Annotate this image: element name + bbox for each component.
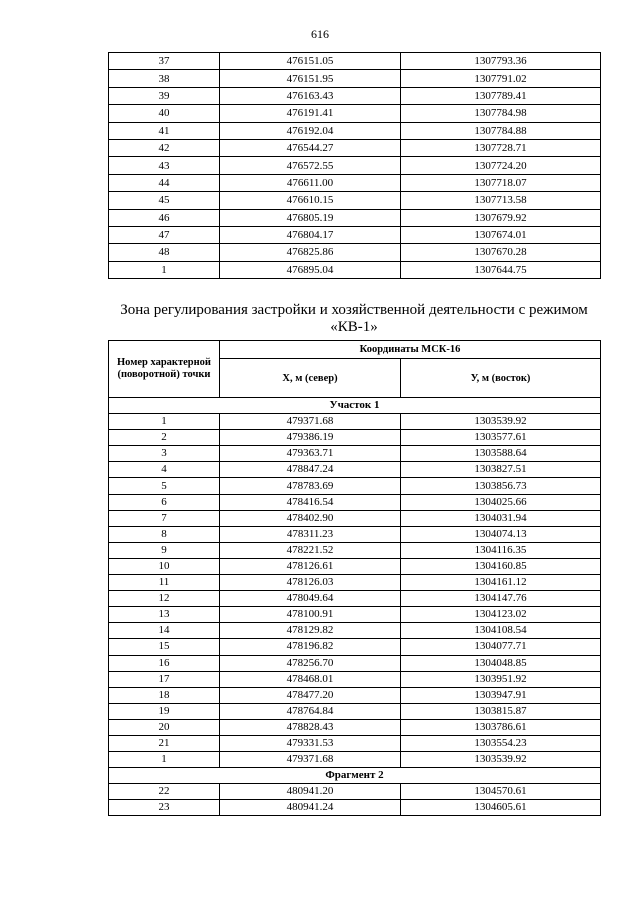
x-coordinate-cell: 476805.19 [220, 209, 401, 226]
point-number-cell: 9 [109, 542, 220, 558]
y-coordinate-cell: 1307679.92 [401, 209, 601, 226]
y-coordinate-cell: 1307728.71 [401, 139, 601, 156]
y-coordinate-cell: 1303539.92 [401, 752, 601, 768]
coordinates-system-header: Координаты МСК-16 [220, 341, 601, 359]
x-coordinate-cell: 476151.05 [220, 53, 401, 70]
table-row [109, 226, 601, 243]
y-coordinate-cell: 1303951.92 [401, 671, 601, 687]
table-row [109, 607, 601, 623]
point-number-cell: 23 [109, 800, 220, 816]
point-number-cell: 40 [109, 105, 220, 122]
x-coordinate-cell: 478311.23 [220, 526, 401, 542]
y-coordinate-header: У, м (восток) [401, 359, 601, 398]
table-row [109, 671, 601, 687]
x-coordinate-cell: 479331.53 [220, 735, 401, 751]
y-coordinate-cell: 1307784.98 [401, 105, 601, 122]
x-coordinate-cell: 478477.20 [220, 687, 401, 703]
y-coordinate-cell: 1304116.35 [401, 542, 601, 558]
table-row [109, 446, 601, 462]
table-row [109, 105, 601, 122]
y-coordinate-cell: 1304161.12 [401, 575, 601, 591]
point-number-cell: 39 [109, 87, 220, 104]
table-row [109, 623, 601, 639]
y-coordinate-cell: 1307793.36 [401, 53, 601, 70]
coordinates-table-continued [108, 52, 601, 279]
point-number-cell: 5 [109, 478, 220, 494]
x-coordinate-cell: 479371.68 [220, 414, 401, 430]
y-coordinate-cell: 1304570.61 [401, 784, 601, 800]
x-coordinate-cell: 476610.15 [220, 192, 401, 209]
table-row [109, 139, 601, 156]
table-row [109, 526, 601, 542]
point-number-cell: 4 [109, 462, 220, 478]
table-row [109, 639, 601, 655]
point-number-cell: 7 [109, 510, 220, 526]
y-coordinate-cell: 1307674.01 [401, 226, 601, 243]
point-number-cell: 1 [109, 752, 220, 768]
y-coordinate-cell: 1303947.91 [401, 687, 601, 703]
table-row [109, 157, 601, 174]
table-row [109, 591, 601, 607]
table-row [109, 414, 601, 430]
point-number-cell: 48 [109, 244, 220, 261]
table-row [109, 510, 601, 526]
table-body [109, 53, 601, 279]
x-coordinate-cell: 478196.82 [220, 639, 401, 655]
section-title: Фрагмент 2 [109, 768, 601, 784]
point-number-cell: 20 [109, 719, 220, 735]
point-number-header: Номер характерной (поворотной) точки [109, 341, 220, 398]
x-coordinate-cell: 476825.86 [220, 244, 401, 261]
y-coordinate-cell: 1307713.58 [401, 192, 601, 209]
table-row [109, 478, 601, 494]
table-row [109, 70, 601, 87]
y-coordinate-cell: 1303827.51 [401, 462, 601, 478]
zone-kv1-coordinates-table [108, 340, 601, 816]
x-coordinate-cell: 476895.04 [220, 261, 401, 278]
point-number-cell: 38 [109, 70, 220, 87]
point-number-cell: 6 [109, 494, 220, 510]
table-row [109, 558, 601, 574]
table-row [109, 655, 601, 671]
x-coordinate-cell: 478847.24 [220, 462, 401, 478]
point-number-cell: 14 [109, 623, 220, 639]
x-coordinate-cell: 476611.00 [220, 174, 401, 191]
table-row [109, 575, 601, 591]
point-number-cell: 42 [109, 139, 220, 156]
point-number-cell: 18 [109, 687, 220, 703]
y-coordinate-cell: 1304123.02 [401, 607, 601, 623]
table-header [109, 341, 601, 398]
table-row [109, 735, 601, 751]
point-number-cell: 46 [109, 209, 220, 226]
y-coordinate-cell: 1303856.73 [401, 478, 601, 494]
y-coordinate-cell: 1304031.94 [401, 510, 601, 526]
table-row [109, 174, 601, 191]
page-number: 616 [311, 27, 329, 41]
y-coordinate-cell: 1303539.92 [401, 414, 601, 430]
x-coordinate-cell: 478129.82 [220, 623, 401, 639]
x-coordinate-cell: 480941.20 [220, 784, 401, 800]
x-coordinate-cell: 479386.19 [220, 430, 401, 446]
x-coordinate-cell: 479363.71 [220, 446, 401, 462]
y-coordinate-cell: 1304074.13 [401, 526, 601, 542]
table-row [109, 800, 601, 816]
point-number-cell: 43 [109, 157, 220, 174]
x-coordinate-cell: 478416.54 [220, 494, 401, 510]
point-number-cell: 47 [109, 226, 220, 243]
point-number-cell: 15 [109, 639, 220, 655]
point-number-cell: 16 [109, 655, 220, 671]
point-number-cell: 11 [109, 575, 220, 591]
y-coordinate-cell: 1303588.64 [401, 446, 601, 462]
table-row [109, 244, 601, 261]
x-coordinate-cell: 478100.91 [220, 607, 401, 623]
table-row [109, 752, 601, 768]
x-coordinate-cell: 478764.84 [220, 703, 401, 719]
point-number-cell: 37 [109, 53, 220, 70]
x-coordinate-cell: 476192.04 [220, 122, 401, 139]
x-coordinate-cell: 480941.24 [220, 800, 401, 816]
section-title: Участок 1 [109, 398, 601, 414]
section-row [109, 398, 601, 414]
table-row [109, 719, 601, 735]
point-number-cell: 3 [109, 446, 220, 462]
y-coordinate-cell: 1307670.28 [401, 244, 601, 261]
x-coordinate-cell: 478126.03 [220, 575, 401, 591]
table-row [109, 87, 601, 104]
y-coordinate-cell: 1304160.85 [401, 558, 601, 574]
x-coordinate-cell: 479371.68 [220, 752, 401, 768]
x-coordinate-cell: 476572.55 [220, 157, 401, 174]
y-coordinate-cell: 1303815.87 [401, 703, 601, 719]
table-row [109, 462, 601, 478]
x-coordinate-cell: 476151.95 [220, 70, 401, 87]
x-coordinate-header: X, м (север) [220, 359, 401, 398]
x-coordinate-cell: 478828.43 [220, 719, 401, 735]
point-number-cell: 41 [109, 122, 220, 139]
x-coordinate-cell: 478468.01 [220, 671, 401, 687]
table-body [109, 398, 601, 816]
x-coordinate-cell: 476544.27 [220, 139, 401, 156]
y-coordinate-cell: 1307784.88 [401, 122, 601, 139]
y-coordinate-cell: 1307724.20 [401, 157, 601, 174]
x-coordinate-cell: 478126.61 [220, 558, 401, 574]
point-number-cell: 45 [109, 192, 220, 209]
y-coordinate-cell: 1307644.75 [401, 261, 601, 278]
point-number-cell: 2 [109, 430, 220, 446]
x-coordinate-cell: 478049.64 [220, 591, 401, 607]
point-number-cell: 10 [109, 558, 220, 574]
y-coordinate-cell: 1307789.41 [401, 87, 601, 104]
table-row [109, 784, 601, 800]
y-coordinate-cell: 1307791.02 [401, 70, 601, 87]
point-number-cell: 21 [109, 735, 220, 751]
point-number-cell: 1 [109, 414, 220, 430]
table-row [109, 261, 601, 278]
y-coordinate-cell: 1304048.85 [401, 655, 601, 671]
point-number-cell: 1 [109, 261, 220, 278]
point-number-cell: 12 [109, 591, 220, 607]
section-row [109, 768, 601, 784]
zone-title: Зона регулирования застройки и хозяйственной деятельности с режимом «КВ-1» [120, 302, 588, 335]
point-number-cell: 44 [109, 174, 220, 191]
x-coordinate-cell: 476191.41 [220, 105, 401, 122]
point-number-cell: 17 [109, 671, 220, 687]
table-row [109, 122, 601, 139]
y-coordinate-cell: 1304108.54 [401, 623, 601, 639]
table-row [109, 192, 601, 209]
y-coordinate-cell: 1304077.71 [401, 639, 601, 655]
y-coordinate-cell: 1303577.61 [401, 430, 601, 446]
table-row [109, 494, 601, 510]
table-row [109, 430, 601, 446]
point-number-cell: 22 [109, 784, 220, 800]
y-coordinate-cell: 1307718.07 [401, 174, 601, 191]
y-coordinate-cell: 1303554.23 [401, 735, 601, 751]
point-number-cell: 8 [109, 526, 220, 542]
y-coordinate-cell: 1304605.61 [401, 800, 601, 816]
table-row [109, 703, 601, 719]
y-coordinate-cell: 1304025.66 [401, 494, 601, 510]
table-row [109, 687, 601, 703]
point-number-cell: 13 [109, 607, 220, 623]
point-number-cell: 19 [109, 703, 220, 719]
x-coordinate-cell: 478221.52 [220, 542, 401, 558]
table-row [109, 209, 601, 226]
table-row [109, 53, 601, 70]
table-row [109, 542, 601, 558]
x-coordinate-cell: 476804.17 [220, 226, 401, 243]
x-coordinate-cell: 478402.90 [220, 510, 401, 526]
x-coordinate-cell: 478256.70 [220, 655, 401, 671]
x-coordinate-cell: 476163.43 [220, 87, 401, 104]
x-coordinate-cell: 478783.69 [220, 478, 401, 494]
y-coordinate-cell: 1303786.61 [401, 719, 601, 735]
y-coordinate-cell: 1304147.76 [401, 591, 601, 607]
